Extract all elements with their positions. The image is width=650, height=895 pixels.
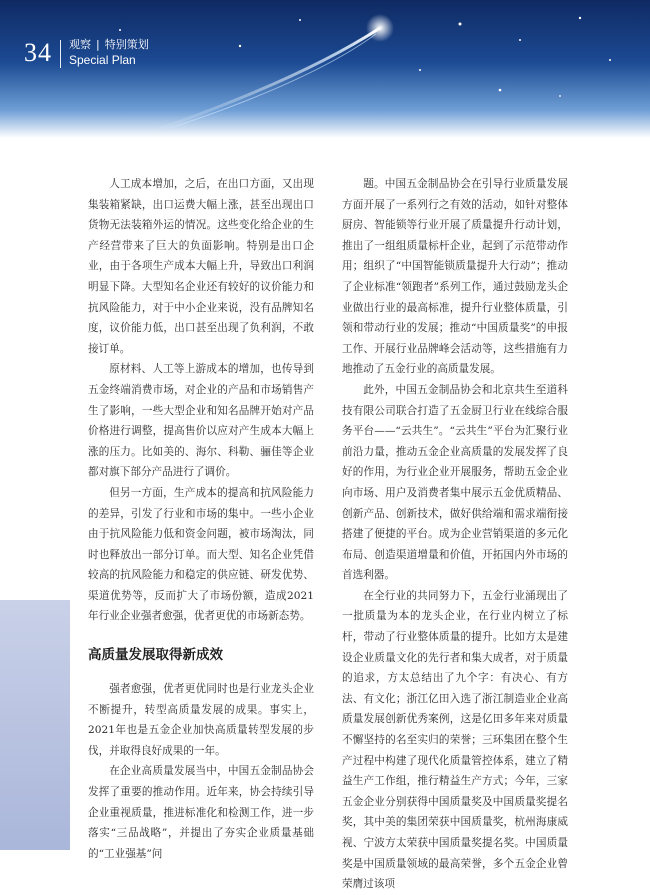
paragraph: 题。中国五金制品协会在引导行业质量发展方面开展了一系列行之有效的活动，如针对整体厨房、智能锁等行业开展了质量提升行动计划，推出了一组组质量标杆企业，起到了示范带动作用；组织了“中国智能锁质量提升大行动”；推动了企业标准“领跑者”系列工作，通过鼓励龙头企业做出行业的最高标准，提升行业整体质量，引领和带动行业的发展；推动“中国质量奖”的申报工作、开展行业品牌峰会活动等，这些措施有力地推动了五金行业的高质量发展。 — [342, 178, 568, 376]
paragraph: 在企业高质量发展当中，中国五金制品协会发挥了重要的推动作用。近年来，协会持续引导企业重视质量，推进标准化和检测工作，进一步落实“三品战略”，并提出了夯实企业质量基础的“工业强基”问 — [88, 765, 314, 860]
paragraph: 原材料、人工等上游成本的增加，也传导到五金终端消费市场，对企业的产品和市场销售产生了影响，一些大型企业和知名品牌开始对产品价格进行调整，提高售价以应对产生成本大幅上涨的压力。比如美的、海尔、科勒、骊佳等企业都对旗下部分产品进行了调价。 — [88, 363, 314, 479]
article-left-column — [88, 174, 314, 864]
page-header — [24, 38, 149, 72]
paragraph: 此外，中国五金制品协会和北京共生至道科技有限公司联合打造了五金厨卫行业在线综合服务平台——“云共生”。“云共生”平台为汇聚行业前沿力量，推动五金企业高质量的发展发挥了良好的作用，为行业企业开展服务，帮助五金企业向市场、用户及消费者集中展示五金优质精品、创新产品、创新技术，做好供给端和需求端衔接搭建了便捷的平台。成为企业营销渠道的多元化布局、创造渠道增量和价值，开拓国内外市场的首选利器。 — [342, 383, 568, 582]
paragraph: 人工成本增加，之后，在出口方面，又出现集装箱紧缺，出口运费大幅上涨，甚至出现出口货物无法装箱外运的情况。这些变化给企业的生产经营带来了巨大的负面影响。特别是出口企业，由于各项生产成本大幅上升，导致出口利润明显下降。大型知名企业还有较好的议价能力和抗风险能力，对于中小企业来说，没有品牌知名度，议价能力低，出口甚至出现了负利润，不敢接订单。 — [88, 178, 314, 355]
paragraph: 但另一方面，生产成本的提高和抗风险能力的差异，引发了行业和市场的集中。一些小企业由于抗风险能力低和资金问题，被市场淘汰，同时也释放出一部分订单。而大型、知名企业凭借较高的抗风险能力和稳定的供应链、研发优势、渠道优势等，反而扩大了市场份额，造成2021年行业企业强者愈强，优者更优的市场新态势。 — [88, 486, 314, 623]
article-right-column — [342, 174, 568, 895]
header-divider — [60, 40, 61, 68]
section-separator: | — [96, 38, 100, 51]
section-title-en: Special Plan — [69, 53, 136, 67]
paragraph: 在全行业的共同努力下，五金行业涌现出了一批质量为本的龙头企业，在行业内树立了标杆，带动了行业整体质量的提升。比如方太是建设企业质量文化的先行者和集大成者，对于质量的追求，方太总结出了九个字：有决心、有方法、有文化；浙江亿田入选了浙江制造业企业高质量发展创新优秀案例，这是亿田多年来对质量不懈坚持的名至实归的荣誉；三环集团在整个生产过程中构建了现代化质量管控体系，建立了精益生产工作组，推行精益生产方式；今年，三家五金企业分别获得中国质量奖及中国质量奖提名奖，其中美的集团荣获中国质量奖，杭州海康威视、宁波方太荣获中国质量奖提名奖。中国质量奖是中国质量领域的最高荣誉，多个五金企业曾荣膺过该项 — [342, 589, 568, 891]
section-subheading: 高质量发展取得新成效 — [88, 647, 223, 664]
page-number: 34 — [24, 38, 52, 67]
header-banner — [0, 0, 650, 138]
side-color-block — [0, 600, 70, 850]
section-label — [69, 38, 149, 68]
paragraph: 强者愈强，优者更优同时也是行业龙头企业不断提升，转型高质量发展的成果。事实上，2021年也是五金企业加快高质量转型发展的步伐，并取得良好成果的一年。 — [88, 683, 314, 757]
subsection-title: 特别策划 — [104, 38, 149, 51]
section-title: 观察 — [69, 38, 91, 51]
